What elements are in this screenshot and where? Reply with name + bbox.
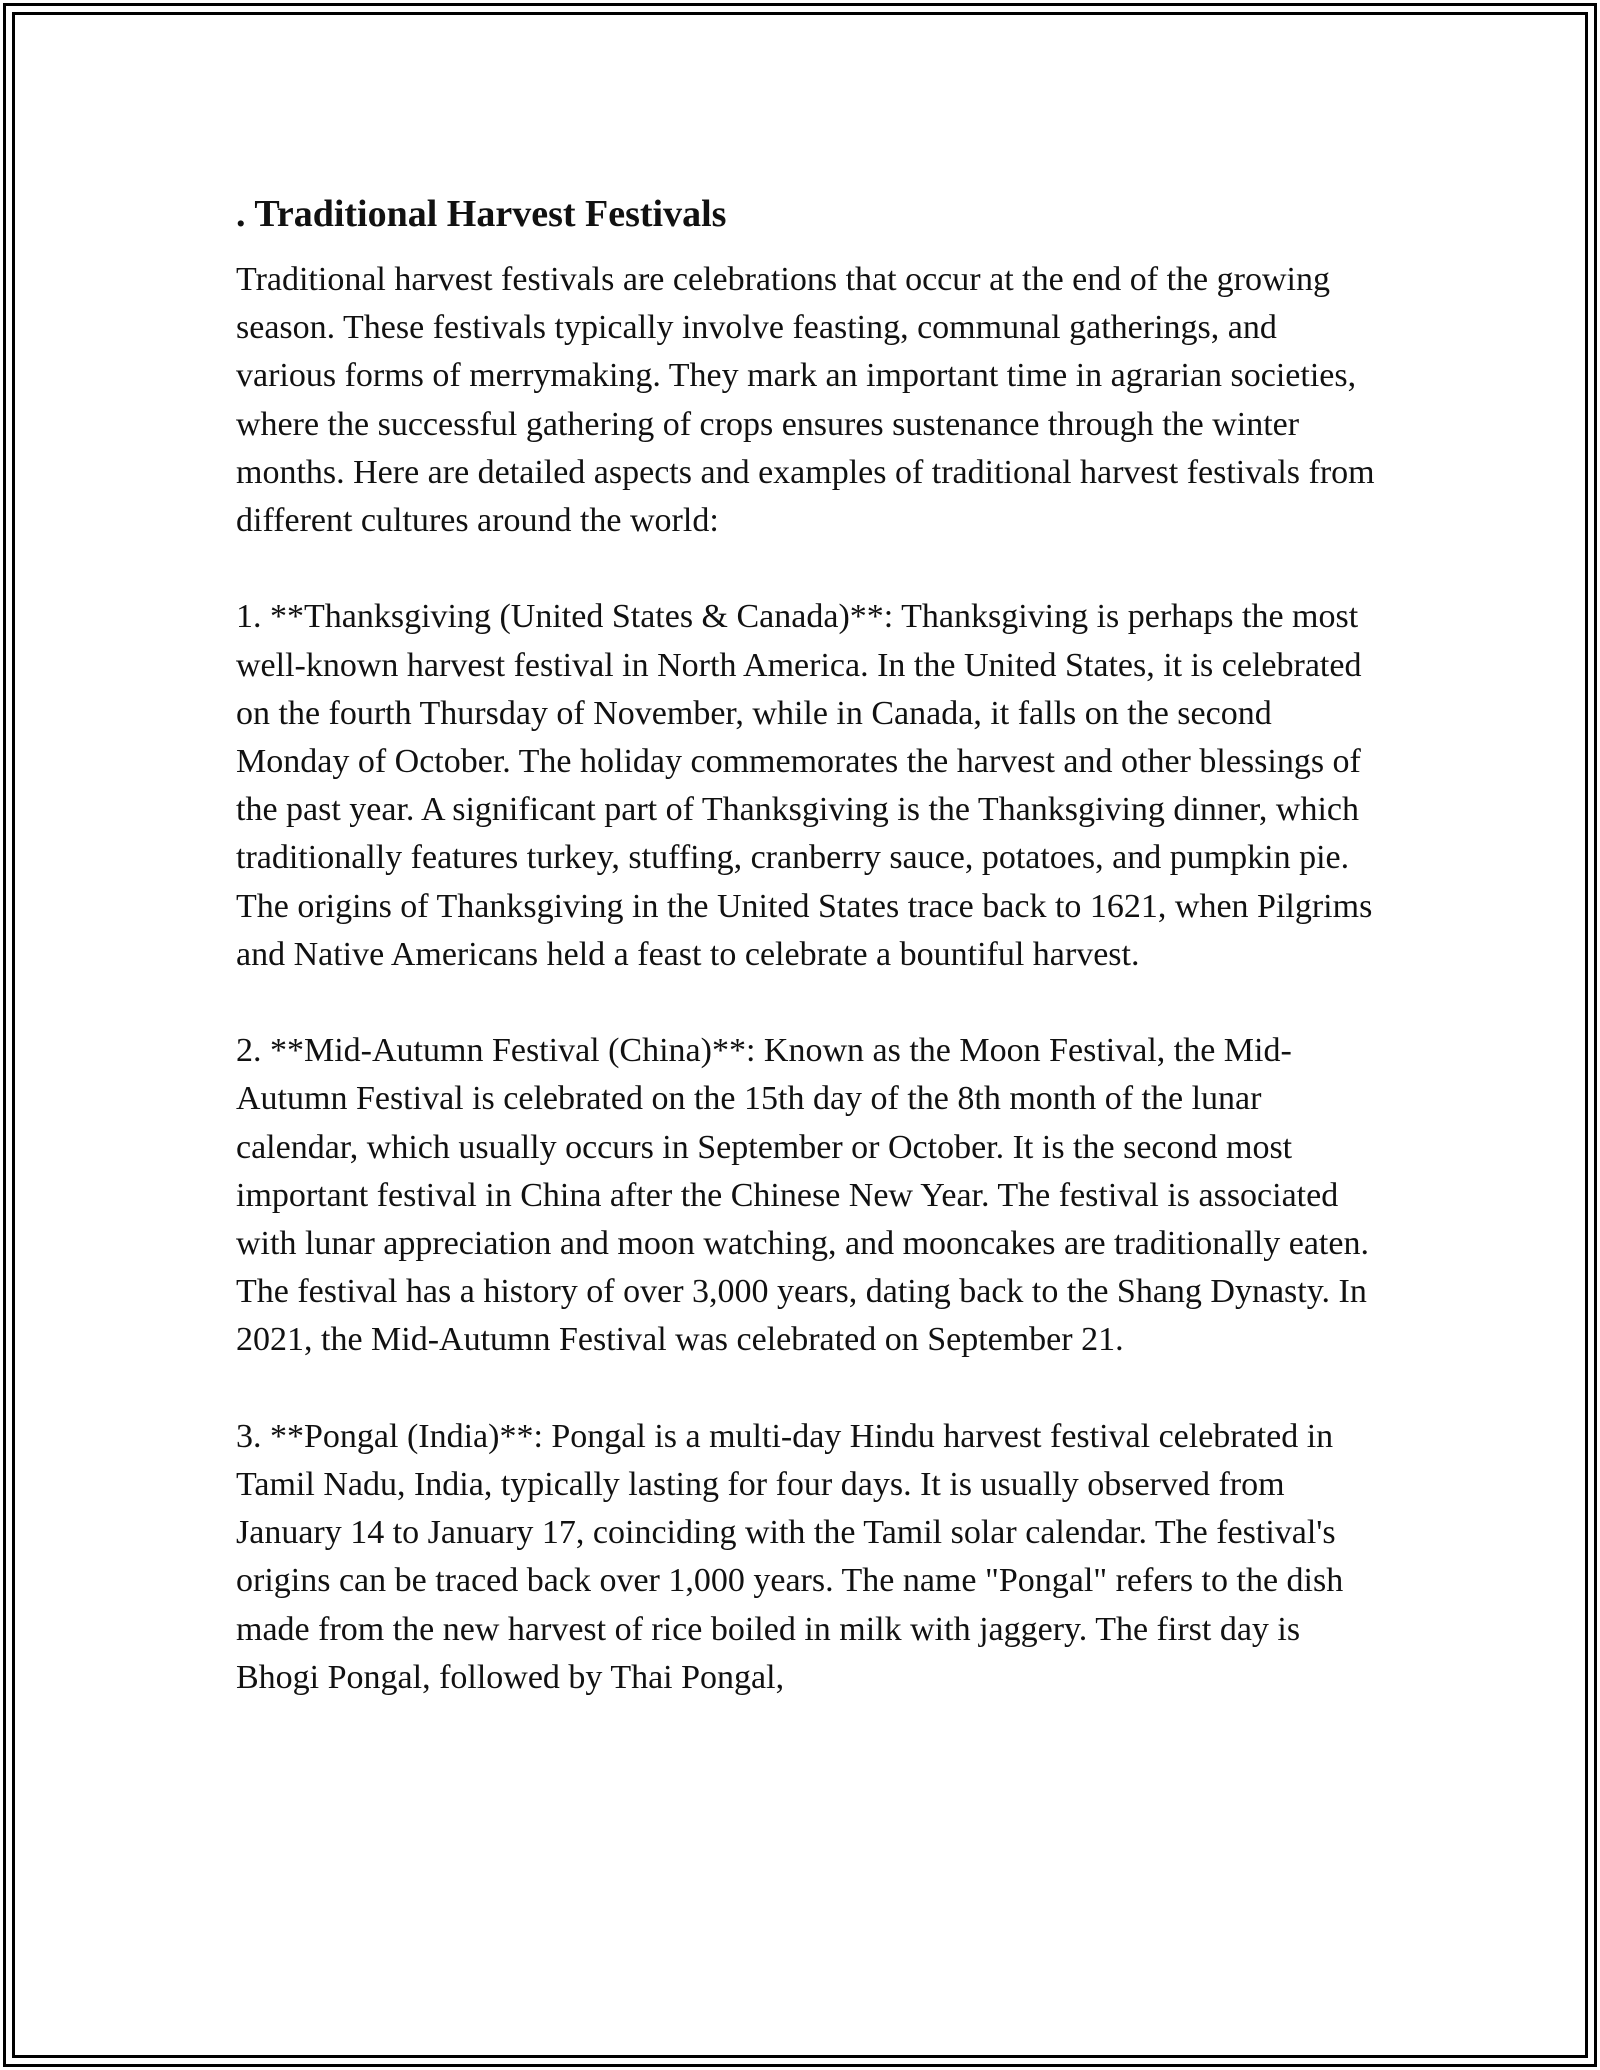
pongal-paragraph: 3. **Pongal (India)**: Pongal is a multi-day Hindu harvest festival celebrated in Tamil Nadu, India, typically lasting for four days. It is usually observed from January 14 to January 17, coinciding with the Tamil solar calendar. The festival's origins can be traced back over 1,000 years. The name "Pongal" refers to the dish made from the new harvest of rice boiled in milk with jaggery. The first day is Bhogi Pongal, followed by Thai Pongal,	[236, 1417, 1344, 1696]
thanksgiving-paragraph: 1. **Thanksgiving (United States & Canada)**: Thanksgiving is perhaps the most well-known harvest festival in North America. In the United States, it is celebrated on the fourth Thursday of November, while in Canada, it falls on the second Monday of October. The holiday commemorates the harvest and other blessings of the past year. A significant part of Thanksgiving is the Thanksgiving dinner, which traditionally features turkey, stuffing, cranberry sauce, potatoes, and pumpkin pie. The origins of Thanksgiving in the United States trace back to 1621, when Pilgrims and Native Americans held a feast to celebrate a bountiful harvest.	[236, 598, 1373, 973]
intro-paragraph: Traditional harvest festivals are celebrations that occur at the end of the growing season. These festivals typically involve feasting, communal gatherings, and various forms of merrymaking. They mark an important time in agrarian societies, where the successful gathering of crops ensures sustenance through the winter months. Here are detailed aspects and examples of traditional harvest festivals from different cultures around the world:	[236, 261, 1375, 540]
document-body	[236, 186, 1376, 1750]
section-heading: . Traditional Harvest Festivals	[236, 193, 727, 235]
mid-autumn-paragraph: 2. **Mid-Autumn Festival (China)**: Known as the Moon Festival, the Mid-Autumn Festival is celebrated on the 15th day of the 8th month of the lunar calendar, which usually occurs in September or October. It is the second most important festival in China after the Chinese New Year. The festival is associated with lunar appreciation and moon watching, and mooncakes are traditionally eaten. The festival has a history of over 3,000 years, dating back to the Shang Dynasty. In 2021, the Mid-Autumn Festival was celebrated on September 21.	[236, 1032, 1369, 1359]
